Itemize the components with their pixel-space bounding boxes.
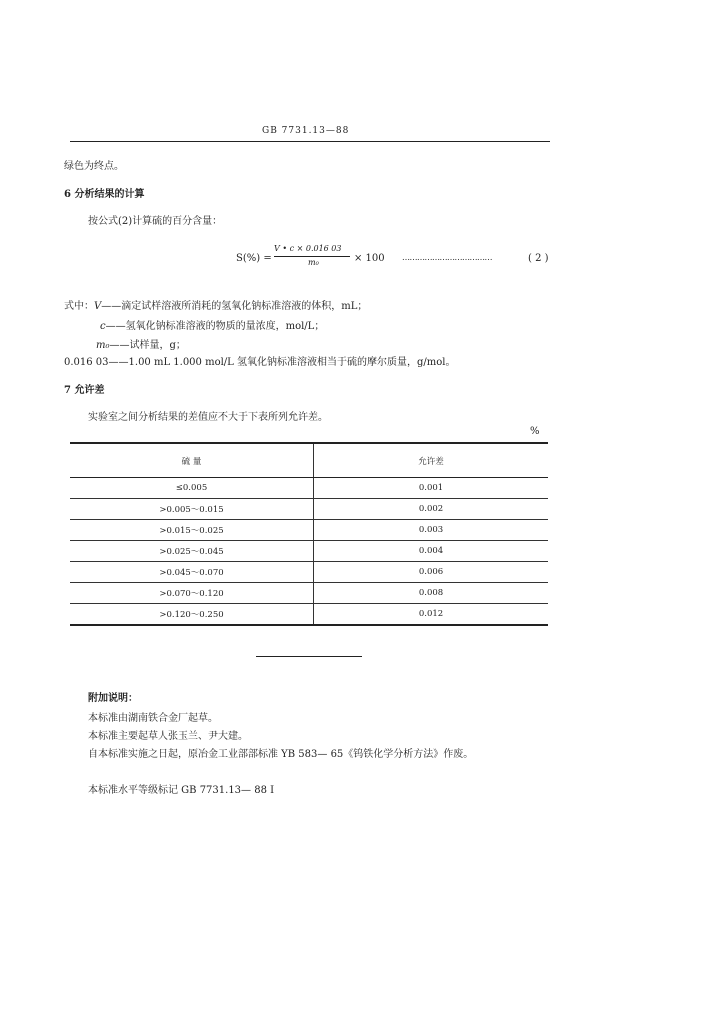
appendix-line: 自本标准实施之日起，原冶金工业部部标准 YB 583— 65《钨铁化学分析方法》作废。	[88, 749, 474, 760]
definition-v	[94, 297, 367, 312]
definition-symbol: m₀	[96, 340, 110, 351]
sulfur-range-cell: >0.015～0.025	[70, 520, 314, 541]
definition-text: ——试样量，g；	[109, 340, 186, 351]
definition-symbol: c	[100, 321, 106, 332]
sulfur-range-cell: >0.045～0.070	[70, 562, 314, 583]
sulfur-range-cell: >0.120～0.250	[70, 604, 314, 626]
fraction-bar	[274, 256, 350, 257]
where-label: 式中：	[64, 301, 94, 312]
header-sulfur-content: 硫 量	[70, 443, 314, 478]
table-row	[70, 562, 548, 583]
standard-code-header: GB 7731.13—88	[262, 126, 350, 136]
formula-denominator: m₀	[308, 258, 319, 267]
table-row	[70, 499, 548, 520]
definition-symbol: 0.016 03	[64, 357, 109, 368]
appendix-line: 本标准主要起草人张玉兰、尹大建。	[88, 731, 248, 742]
formula-number: ( 2 )	[528, 253, 549, 264]
definition-text: ——1.00 mL 1.000 mol/L 氢氧化钠标准溶液相当于硫的摩尔质量，g/mol。	[108, 357, 456, 368]
definition-constant	[64, 353, 455, 368]
table-row	[70, 478, 548, 499]
tolerance-cell: 0.004	[314, 541, 549, 562]
tolerance-cell: 0.006	[314, 562, 549, 583]
tolerance-cell: 0.008	[314, 583, 549, 604]
formula-leader: ………………………………	[402, 253, 492, 262]
section-7-heading: 7 允许差	[64, 385, 105, 396]
table-row	[70, 583, 548, 604]
definition-text: ——氢氧化钠标准溶液的物质的量浓度，mol/L；	[105, 321, 325, 332]
appendix-title: 附加说明：	[88, 693, 138, 704]
tolerance-cell: 0.001	[314, 478, 549, 499]
definition-c	[100, 317, 324, 332]
table-unit: %	[530, 426, 540, 437]
tolerance-cell: 0.003	[314, 520, 549, 541]
level-mark: 本标准水平等级标记 GB 7731.13— 88 I	[88, 785, 275, 796]
appendix-line: 本标准由湖南铁合金厂起草。	[88, 713, 218, 724]
sulfur-range-cell: >0.005～0.015	[70, 499, 314, 520]
formula-fraction	[274, 244, 354, 272]
formula-numerator: V • c × 0.016 03	[274, 244, 342, 253]
sulfur-range-cell: ≤0.005	[70, 478, 314, 499]
formula-multiplier: × 100	[354, 253, 385, 264]
table-header-row	[70, 443, 548, 478]
tolerance-table	[70, 442, 548, 626]
section-6-heading: 6 分析结果的计算	[64, 189, 145, 200]
section-6-intro: 按公式(2)计算硫的百分含量：	[88, 216, 223, 227]
table-row	[70, 541, 548, 562]
continuation-text: 绿色为终点。	[64, 161, 124, 172]
table-row	[70, 520, 548, 541]
end-divider	[256, 656, 362, 657]
definition-m0	[96, 336, 186, 351]
definition-symbol: V	[94, 301, 102, 312]
section-7-intro: 实验室之间分析结果的差值应不大于下表所列允许差。	[88, 412, 328, 423]
sulfur-range-cell: >0.025～0.045	[70, 541, 314, 562]
definition-text: ——滴定试样溶液所消耗的氢氧化钠标准溶液的体积，mL；	[101, 301, 368, 312]
table-row	[70, 604, 548, 626]
sulfur-range-cell: >0.070～0.120	[70, 583, 314, 604]
tolerance-cell: 0.012	[314, 604, 549, 626]
tolerance-cell: 0.002	[314, 499, 549, 520]
formula-lhs: S(%) =	[236, 253, 272, 264]
header-rule	[70, 141, 550, 142]
header-tolerance: 允许差	[314, 443, 549, 478]
